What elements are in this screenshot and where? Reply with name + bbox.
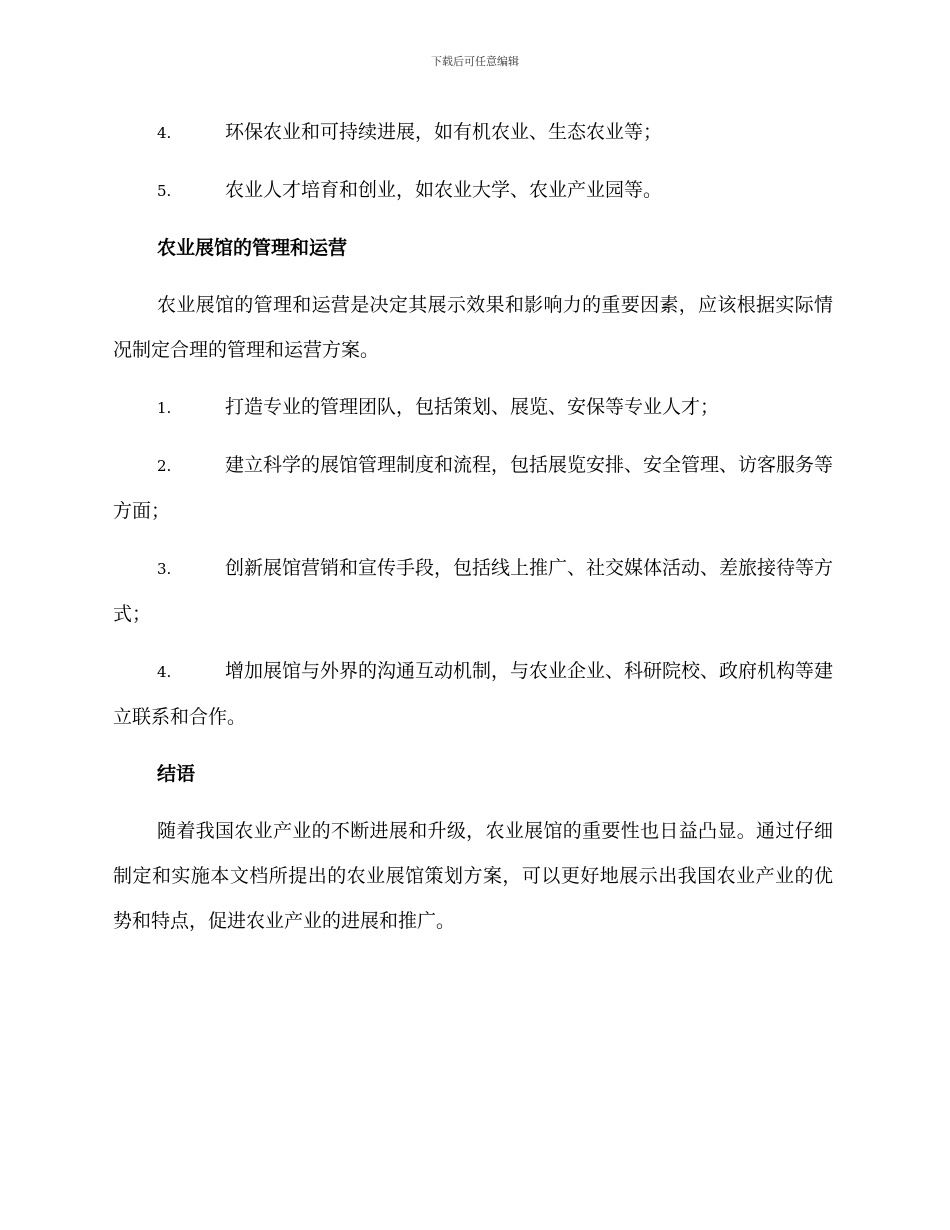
list-number: 1. [157, 399, 172, 417]
page-header: 下载后可任意编辑 [431, 55, 519, 68]
list-text: 创新展馆营销和宣传手段，包括线上推广、社交媒体活动、差旅接待等方式； [113, 557, 834, 625]
list-text: 打造专业的管理团队，包括策划、展览、安保等专业人才； [225, 396, 720, 418]
list-text: 建立科学的展馆管理制度和流程，包括展览安排、安全管理、访客服务等方面； [113, 454, 834, 522]
list-number: 4. [157, 663, 172, 681]
section-heading-management: 农业展馆的管理和运营 [157, 237, 348, 259]
list-number: 2. [157, 457, 172, 475]
conclusion-paragraph: 随着我国农业产业的不断进展和升级，农业展馆的重要性也日益凸显。通过仔细制定和实施本文档所提出的农业展馆策划方案，可以更好地展示出我国农业产业的优势和特点，促进农业产业的进展和推广。 [113, 820, 833, 932]
list-item [113, 385, 833, 431]
list-item [113, 110, 833, 156]
list-number: 3. [157, 560, 172, 578]
document-body [113, 110, 833, 956]
list-item [113, 443, 833, 534]
list-text: 农业人才培育和创业，如农业大学、农业产业园等。 [225, 179, 663, 201]
list-number: 4. [157, 124, 172, 142]
section-heading-conclusion: 结语 [157, 763, 196, 785]
list-item [113, 546, 833, 637]
list-number: 5. [157, 182, 172, 200]
list-item [113, 168, 833, 214]
list-text: 增加展馆与外界的沟通互动机制，与农业企业、科研院校、政府机构等建立联系和合作。 [113, 660, 834, 728]
list-text: 环保农业和可持续进展，如有机农业、生态农业等； [225, 121, 663, 143]
section-intro-paragraph: 农业展馆的管理和运营是决定其展示效果和影响力的重要因素，应该根据实际情况制定合理的管理和运营方案。 [113, 294, 833, 361]
list-item [113, 649, 833, 740]
